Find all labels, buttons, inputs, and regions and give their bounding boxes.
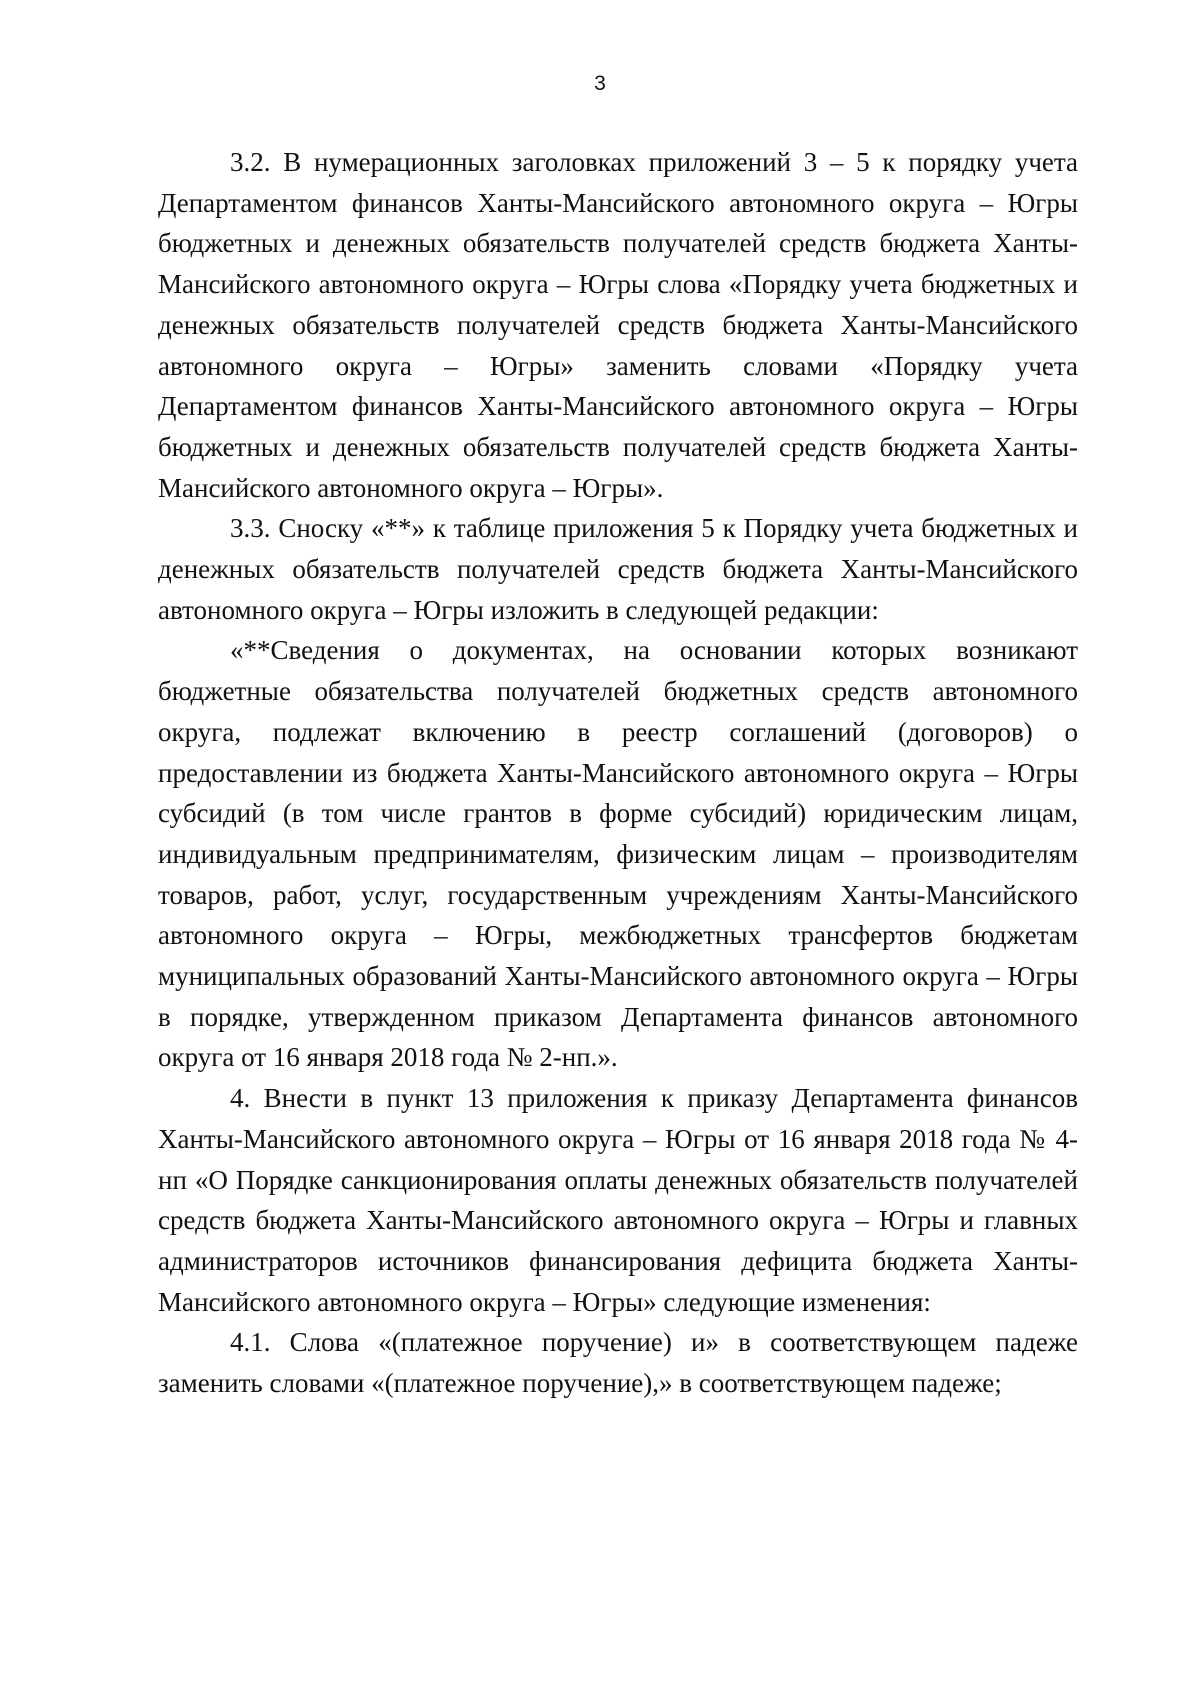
paragraph-4-1: 4.1. Слова «(платежное поручение) и» в соответствующем падеже заменить словами «(платежное поручение),» в соответствующем падеже; (158, 1327, 1078, 1399)
paragraph-4: 4. Внести в пункт 13 приложения к приказу Департамента финансов Ханты-Мансийского автономного округа – Югры от 16 января 2018 года № 4-нп «О Порядке санкционирования оплаты денежных обязательств получателей средств бюджета Ханты-Мансийского автономного округа – Югры и главных администраторов источников финансирования дефицита бюджета Ханты-Мансийского автономного округа – Югры» следующие изменения: (158, 1083, 1078, 1317)
document-body (158, 142, 1078, 1404)
paragraph-3-3: 3.3. Сноску «**» к таблице приложения 5 к Порядку учета бюджетных и денежных обязательств получателей средств бюджета Ханты-Мансийского автономного округа – Югры изложить в следующей редакции: (158, 513, 1078, 625)
page-number: 3 (594, 72, 606, 95)
paragraph-footnote-quote: «**Сведения о документах, на основании которых возникают бюджетные обязательства получателей бюджетных средств автономного округа, подлежат включению в реестр соглашений (договоров) о предоставлении из бюджета Ханты-Мансийского автономного округа – Югры субсидий (в том числе грантов в форме субсидий) юридическим лицам, индивидуальным предпринимателям, физическим лицам – производителям товаров, работ, услуг, государственным учреждениям Ханты-Мансийского автономного округа – Югры, межбюджетных трансфертов бюджетам муниципальных образований Ханты-Мансийского автономного округа – Югры в порядке, утвержденном приказом Департамента финансов автономного округа от 16 января 2018 года № 2-нп.». (158, 635, 1078, 1073)
paragraph-3-2: 3.2. В нумерационных заголовках приложений 3 – 5 к порядку учета Департаментом финансов Ханты-Мансийского автономного округа – Югры бюджетных и денежных обязательств получателей средств бюджета Ханты-Мансийского автономного округа – Югры слова «Порядку учета бюджетных и денежных обязательств получателей средств бюджета Ханты-Мансийского автономного округа – Югры» заменить словами «Порядку учета Департаментом финансов Ханты-Мансийского автономного округа – Югры бюджетных и денежных обязательств получателей средств бюджета Ханты-Мансийского автономного округа – Югры». (158, 147, 1078, 503)
